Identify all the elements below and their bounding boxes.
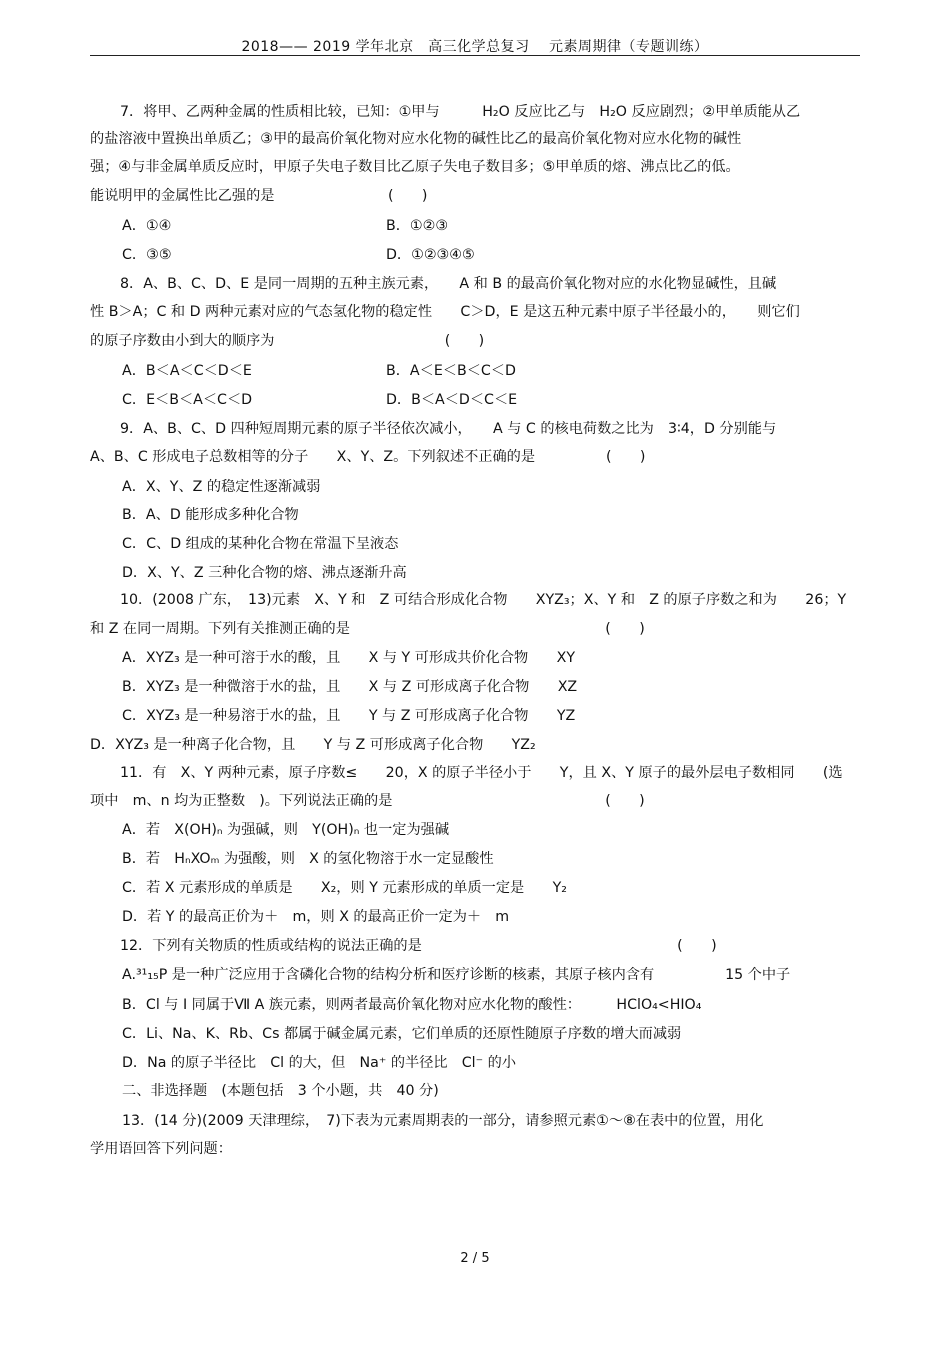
- header-divider: [90, 55, 860, 56]
- text-line: C．Li、Na、K、Rb、Cs 都属于碱金属元素，它们单质的还原性随原子序数的增大而减弱: [122, 1026, 682, 1042]
- page-header: 2018—— 2019 学年北京 高三化学总复习 元素周期律（专题训练）: [241, 39, 709, 55]
- text-line: D．X、Y、Z 三种化合物的熔、沸点逐渐升高: [122, 565, 407, 581]
- text-line: 7．将甲、乙两种金属的性质相比较，已知：①甲与 H₂O 反应比乙与 H₂O 反应剧烈；②甲单质能从乙: [120, 104, 801, 120]
- text-line: C．E＜B＜A＜C＜D: [122, 392, 253, 408]
- text-line: C．XYZ₃ 是一种易溶于水的盐，且 Y 与 Z 可形成离子化合物 YZ: [122, 708, 576, 724]
- text-line: C．若 X 元素形成的单质是 X₂，则 Y 元素形成的单质一定是 Y₂: [122, 880, 567, 896]
- text-line: D．Na 的原子半径比 Cl 的大，但 Na⁺ 的半径比 Cl⁻ 的小: [122, 1055, 517, 1071]
- text-line: 项中 m、n 均为正整数 )。下列说法正确的是 ( ): [90, 793, 645, 809]
- text-line: 的盐溶液中置换出单质乙；③甲的最高价氧化物对应水化物的碱性比乙的最高价氧化物对应水化物的碱性: [90, 131, 742, 147]
- text-line: A．B＜A＜C＜D＜E: [122, 363, 252, 379]
- text-line: C．③⑤: [122, 247, 172, 263]
- text-line: C．C、D 组成的某种化合物在常温下呈液态: [122, 536, 399, 552]
- text-line: 学用语回答下列问题：: [90, 1141, 232, 1157]
- text-line: 的原子序数由小到大的顺序为 ( ): [90, 333, 485, 349]
- text-line: 能说明甲的金属性比乙强的是 ( ): [90, 188, 428, 204]
- text-line: A．若 X(OH)ₙ 为强碱，则 Y(OH)ₙ 也一定为强碱: [122, 822, 450, 838]
- text-line: B．Cl 与 I 同属于Ⅶ A 族元素，则两者最高价氧化物对应水化物的酸性： HClO₄<HIO₄: [122, 997, 702, 1013]
- text-line: D．①②③④⑤: [386, 247, 475, 263]
- text-line: A．①④: [122, 218, 172, 234]
- text-line: 强；④与非金属单质反应时，甲原子失电子数目比乙原子失电子数目多；⑤甲单质的熔、沸点比乙的低。: [90, 159, 740, 175]
- text-line: B．XYZ₃ 是一种微溶于水的盐，且 X 与 Z 可形成离子化合物 XZ: [122, 679, 578, 695]
- text-line: A.³¹₁₅P 是一种广泛应用于含磷化合物的结构分析和医疗诊断的核素，其原子核内含有 15 个中子: [122, 967, 791, 983]
- text-line: 和 Z 在同一周期。下列有关推测正确的是 ( ): [90, 621, 645, 637]
- text-line: 12．下列有关物质的性质或结构的说法正确的是 ( ): [120, 938, 717, 954]
- text-line: 9．A、B、C、D 四种短周期元素的原子半径依次减小， A 与 C 的核电荷数之比为 3∶4，D 分别能与: [120, 421, 777, 437]
- text-line: A．X、Y、Z 的稳定性逐渐减弱: [122, 479, 321, 495]
- text-line: 二、非选择题 (本题包括 3 个小题，共 40 分): [122, 1083, 439, 1099]
- text-line: 13．(14 分)(2009 天津理综， 7)下表为元素周期表的一部分，请参照元素①～⑧在表中的位置，用化: [122, 1113, 764, 1129]
- text-line: D．XYZ₃ 是一种离子化合物，且 Y 与 Z 可形成离子化合物 YZ₂: [90, 737, 536, 753]
- text-line: B．若 HₙXOₘ 为强酸，则 X 的氢化物溶于水一定显酸性: [122, 851, 494, 867]
- text-line: D．若 Y 的最高正价为＋ m，则 X 的最高正价一定为＋ m: [122, 909, 510, 925]
- text-line: 11．有 X、Y 两种元素，原子序数≤ 20，X 的原子半径小于 Y，且 X、Y 原子的最外层电子数相同 (选: [120, 765, 843, 781]
- text-line: 8．A、B、C、D、E 是同一周期的五种主族元素， A 和 B 的最高价氧化物对应的水化物显碱性，且碱: [120, 276, 777, 292]
- text-line: B．A＜E＜B＜C＜D: [386, 363, 516, 379]
- text-line: B．A、D 能形成多种化合物: [122, 507, 299, 523]
- text-line: 10．(2008 广东， 13)元素 X、Y 和 Z 可结合形成化合物 XYZ₃；X、Y 和 Z 的原子序数之和为 26；Y: [120, 592, 847, 608]
- text-line: A、B、C 形成电子总数相等的分子 X、Y、Z。下列叙述不正确的是 ( ): [90, 449, 646, 465]
- text-line: A．XYZ₃ 是一种可溶于水的酸，且 X 与 Y 可形成共价化合物 XY: [122, 650, 575, 666]
- text-line: B．①②③: [386, 218, 449, 234]
- text-line: D．B＜A＜D＜C＜E: [386, 392, 518, 408]
- text-line: 性 B＞A；C 和 D 两种元素对应的气态氢化物的稳定性 C＞D，E 是这五种元素中原子半径最小的， 则它们: [90, 304, 800, 320]
- page-number: 2 / 5: [460, 1251, 490, 1266]
